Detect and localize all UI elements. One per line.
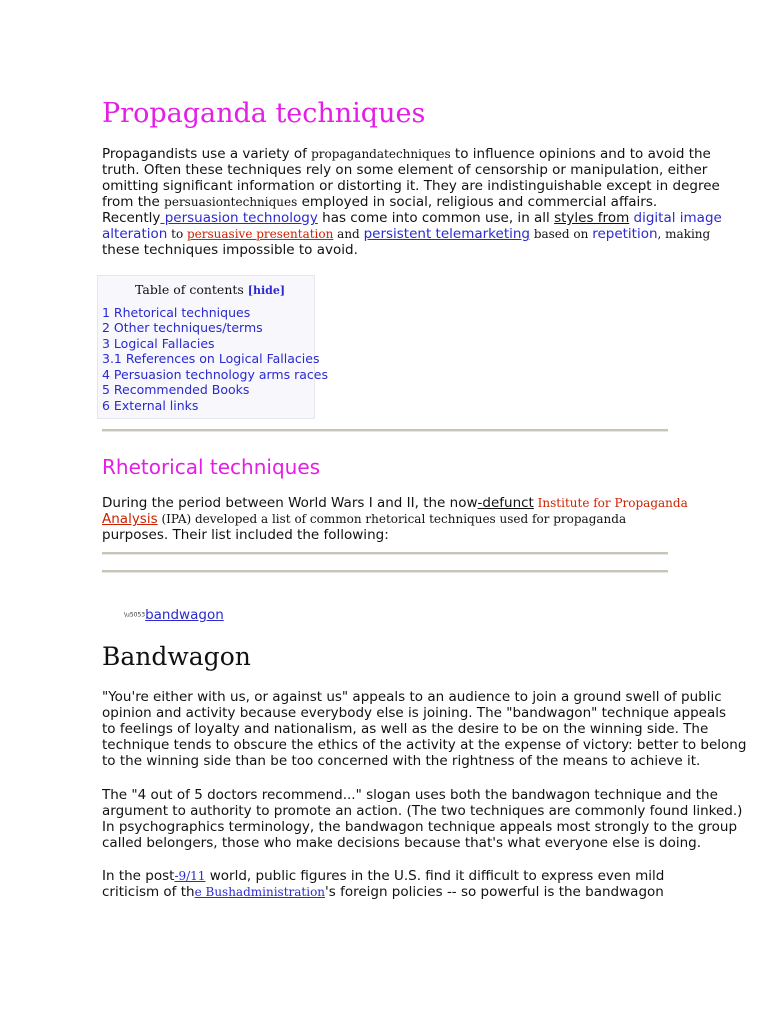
bandwagon-text: world, public figures in the U.S. find it difficult to express even mild xyxy=(205,868,665,884)
toc-item-rhetorical[interactable]: 1 Rhetorical techniques xyxy=(102,305,251,320)
toc-item-references[interactable]: 3.1 References on Logical Fallacies xyxy=(102,351,320,366)
analysis-link[interactable]: Analysis xyxy=(102,511,158,527)
defunct-text: -defunct xyxy=(477,495,534,511)
rhetorical-heading: Rhetorical techniques xyxy=(102,455,321,479)
techniques-term: techniques xyxy=(230,195,298,209)
bandwagon-heading: Bandwagon xyxy=(102,642,251,671)
bandwagon-line: technique tends to obscure the ethics of the activity at the expense of victory: better to belong xyxy=(102,737,747,753)
divider xyxy=(102,429,668,432)
intro-text: and xyxy=(333,227,364,241)
intro-text: Propagandists use a variety of xyxy=(102,146,312,162)
bandwagon-line: to feelings of loyalty and nationalism, as well as the desire to be on the winning side. The xyxy=(102,721,709,737)
persuasion-technology-link[interactable]: persuasion technology xyxy=(160,210,318,226)
intro-line: these techniques impossible to avoid. xyxy=(102,242,358,258)
intro-text: employed in social, religious and commercial affairs. xyxy=(297,194,658,210)
intro-text: , making xyxy=(657,227,711,241)
rhetorical-text: During the period between World Wars I and II, the now xyxy=(102,495,478,511)
techniques-term: techniques xyxy=(384,147,451,161)
page-title: Propaganda techniques xyxy=(102,98,426,129)
intro-paragraph xyxy=(102,146,768,258)
bandwagon-line: The "4 out of 5 doctors recommend..." slogan uses both the bandwagon technique and the xyxy=(102,787,718,803)
persuasion-term: persuasion xyxy=(164,195,231,209)
bandwagon-text: In the post xyxy=(102,868,175,884)
toc-title-text: Table of contents xyxy=(135,282,248,297)
toc-title xyxy=(135,282,285,297)
alteration-link[interactable]: alteration xyxy=(102,226,168,242)
toc-item-external-links[interactable]: 6 External links xyxy=(102,398,199,413)
bandwagon-line: to the winning side than be too concerned with the rightness of the means to achieve it. xyxy=(102,753,701,769)
divider xyxy=(102,570,668,573)
bandwagon-line: opinion and activity because everybody else is joining. The "bandwagon" technique appeals xyxy=(102,705,727,721)
intro-text: has come into common use, in all xyxy=(317,210,555,226)
bandwagon-link-label[interactable]: bandwagon xyxy=(145,607,224,623)
bandwagon-line: argument to authority to promote an action. (The two techniques are commonly found linked.) xyxy=(102,803,743,819)
rhetorical-line: purposes. Their list included the following: xyxy=(102,527,389,543)
persistent-telemarketing-link[interactable]: persistent telemarketing xyxy=(363,226,530,242)
propaganda-term: propaganda xyxy=(311,147,385,161)
bandwagon-paragraph-2 xyxy=(102,787,768,851)
repetition-link[interactable]: repetition xyxy=(592,226,658,242)
toc-item-arms-races[interactable]: 4 Persuasion technology arms races xyxy=(102,367,328,382)
toc-item-fallacies[interactable]: 3 Logical Fallacies xyxy=(102,336,215,351)
bandwagon-text: criticism of th xyxy=(102,884,195,900)
toc-hide-toggle[interactable]: [hide] xyxy=(247,284,286,297)
digital-image-link[interactable]: digital image xyxy=(629,210,722,226)
intro-text: from the xyxy=(102,194,165,210)
bandwagon-paragraph-1 xyxy=(102,689,768,769)
broken-image-icon: \u5053 xyxy=(124,611,146,619)
divider xyxy=(102,552,668,555)
toc-item-books[interactable]: 5 Recommended Books xyxy=(102,382,250,397)
intro-line: truth. Often these techniques rely on some element of censorship or manipulation, either xyxy=(102,162,708,178)
bandwagon-image-link[interactable] xyxy=(124,607,224,623)
bandwagon-text: 's foreign policies -- so powerful is the bandwagon xyxy=(325,884,664,900)
persuasive-presentation-link[interactable]: persuasive presentation xyxy=(187,227,334,241)
toc-item-other[interactable]: 2 Other techniques/terms xyxy=(102,320,263,335)
intro-text: to xyxy=(167,227,187,241)
ipa-link[interactable]: Institute for Propaganda xyxy=(533,496,688,510)
rhetorical-text: (IPA) developed a list of common rhetorical techniques used for propaganda xyxy=(157,512,627,526)
bandwagon-line: "You're either with us, or against us" appeals to an audience to join a ground swell of public xyxy=(102,689,722,705)
intro-line: omitting significant information or distorting it. They are indistinguishable except in degree xyxy=(102,178,720,194)
rhetorical-paragraph xyxy=(102,495,768,543)
styles-from-text: styles from xyxy=(554,210,630,226)
bandwagon-line: In psychographics terminology, the bandwagon technique appeals most strongly to the group xyxy=(102,819,738,835)
intro-text: to influence opinions and to avoid the xyxy=(450,146,711,162)
bandwagon-line: called belongers, those who make decisions because that's what everyone else is doing. xyxy=(102,835,702,851)
nine-eleven-link[interactable]: -9/11 xyxy=(174,869,206,883)
intro-text: Recently xyxy=(102,210,161,226)
intro-text: based on xyxy=(530,227,593,241)
bandwagon-paragraph-3 xyxy=(102,868,768,900)
bush-administration-link[interactable]: e Bushadministration xyxy=(194,885,326,899)
